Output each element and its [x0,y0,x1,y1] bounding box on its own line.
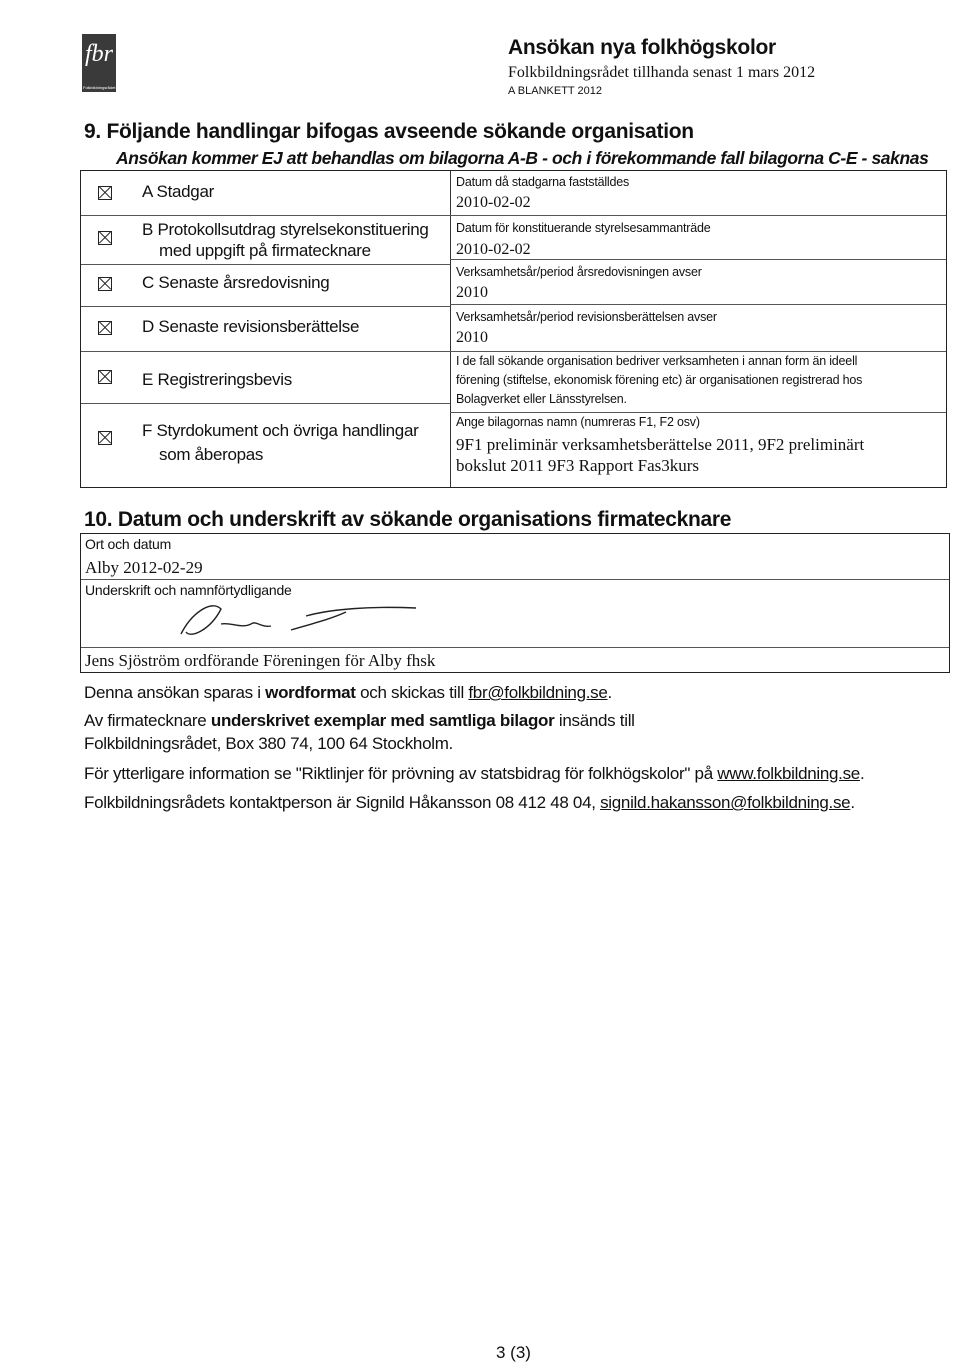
checkbox-f[interactable] [98,431,112,445]
email-link[interactable]: fbr@folkbildning.se [468,683,608,702]
website-link[interactable]: www.folkbildning.se [717,764,860,783]
column-divider [450,171,451,487]
instruction-2-text: Av firmatecknare [84,711,211,730]
instruction-4-end: . [859,764,865,783]
item-d-value[interactable]: 2010 [456,329,488,346]
item-e-caption-2: förening (stiftelse, ekonomisk förening etc) är organisationen registrerad hos [456,373,863,387]
instruction-2 [84,711,635,731]
checkbox-e[interactable] [98,370,112,384]
attachments-table [80,170,947,488]
page-number: 3 (3) [496,1343,531,1362]
section10-heading: 10. Datum och underskrift av sökande organisations firmatecknare [84,508,732,531]
item-f-value-2[interactable]: bokslut 2011 9F3 Rapport Fas3kurs [456,456,700,475]
row-divider [81,351,946,352]
field-divider [81,647,949,648]
checkbox-a[interactable] [98,186,112,200]
item-a-value[interactable]: 2010-02-02 [456,194,531,211]
checkbox-d[interactable] [98,321,112,335]
row-divider [81,264,450,265]
row-divider [450,304,946,305]
item-a-label: A Stadgar [142,182,214,201]
row-divider [450,412,946,413]
item-e-caption: I de fall sökande organisation bedriver verksamheten i annan form än ideell [456,354,858,368]
item-b-label: B Protokollsutdrag styrelsekonstituering [142,220,429,239]
signature-label: Underskrift och namnförtydligande [85,582,292,598]
section9-subheading: Ansökan kommer EJ att behandlas om bilagorna A-B - och i förekommande fall bilagorna C-E - saknas [116,148,929,168]
item-f-label-2: som åberopas [159,445,264,464]
instruction-5-end: . [850,793,855,812]
item-a-caption: Datum då stadgarna fastställdes [456,175,630,189]
instruction-5 [84,793,855,813]
logo-small-text: Folkbildningsrådet [83,85,116,90]
instruction-1-text-2: och skickas till [355,683,469,702]
fbr-logo [82,34,116,92]
item-c-value[interactable]: 2010 [456,284,488,301]
item-b-value[interactable]: 2010-02-02 [456,241,531,258]
checkbox-c[interactable] [98,277,112,291]
section9-heading: 9. Följande handlingar bifogas avseende sökande organisation [84,120,694,143]
instruction-1-end: . [607,683,612,702]
instruction-1 [84,683,612,703]
signer-name[interactable]: Jens Sjöström ordförande Föreningen för Alby fhsk [85,651,436,670]
row-divider [450,259,946,260]
item-b-caption: Datum för konstituerande styrelsesammanträde [456,221,711,235]
contact-email-link[interactable]: signild.hakansson@folkbildning.se [600,793,851,812]
page-title: Ansökan nya folkhögskolor [508,36,776,59]
item-b-label-2: med uppgift på firmatecknare [159,241,371,260]
instruction-4 [84,764,864,784]
place-date-value[interactable]: Alby 2012-02-29 [85,558,203,577]
checkbox-b[interactable] [98,231,112,245]
item-c-label: C Senaste årsredovisning [142,273,330,292]
instruction-2-bold: underskrivet exemplar med samtliga bilagor [210,711,555,730]
item-f-value[interactable]: 9F1 preliminär verksamhetsberättelse 2011, 9F2 preliminärt [456,435,865,454]
item-e-caption-3: Bolagverket eller Länsstyrelsen. [456,392,627,406]
item-c-caption: Verksamhetsår/period årsredovisningen avser [456,265,702,279]
item-d-caption: Verksamhetsår/period revisionsberättelsen avser [456,310,717,324]
row-divider [81,306,450,307]
instruction-4-text: För ytterligare information se "Riktlinjer för prövning av statsbidrag för folkhögskolor" på [84,764,718,783]
instruction-5-text: Folkbildningsrådets kontaktperson är Signild Håkansson 08 412 48 04, [84,793,601,812]
signature-image [171,594,431,644]
signature-box [80,533,950,673]
item-e-label: E Registreringsbevis [142,370,292,389]
field-divider [81,579,949,580]
deadline-subtitle: Folkbildningsrådet tillhanda senast 1 mars 2012 [508,64,816,81]
instruction-2-text-2: insänds till [554,711,635,730]
instruction-1-bold: wordformat [265,683,356,702]
row-divider [81,403,450,404]
item-f-label: F Styrdokument och övriga handlingar [142,421,419,440]
item-d-label: D Senaste revisionsberättelse [142,317,360,336]
logo-text: fbr [84,41,113,67]
form-id: A BLANKETT 2012 [508,85,602,97]
instruction-1-text: Denna ansökan sparas i [84,683,266,702]
item-f-caption: Ange bilagornas namn (numreras F1, F2 osv) [456,415,700,429]
instruction-3: Folkbildningsrådet, Box 380 74, 100 64 Stockholm. [84,734,453,753]
row-divider [81,215,946,216]
place-date-label: Ort och datum [85,536,172,552]
